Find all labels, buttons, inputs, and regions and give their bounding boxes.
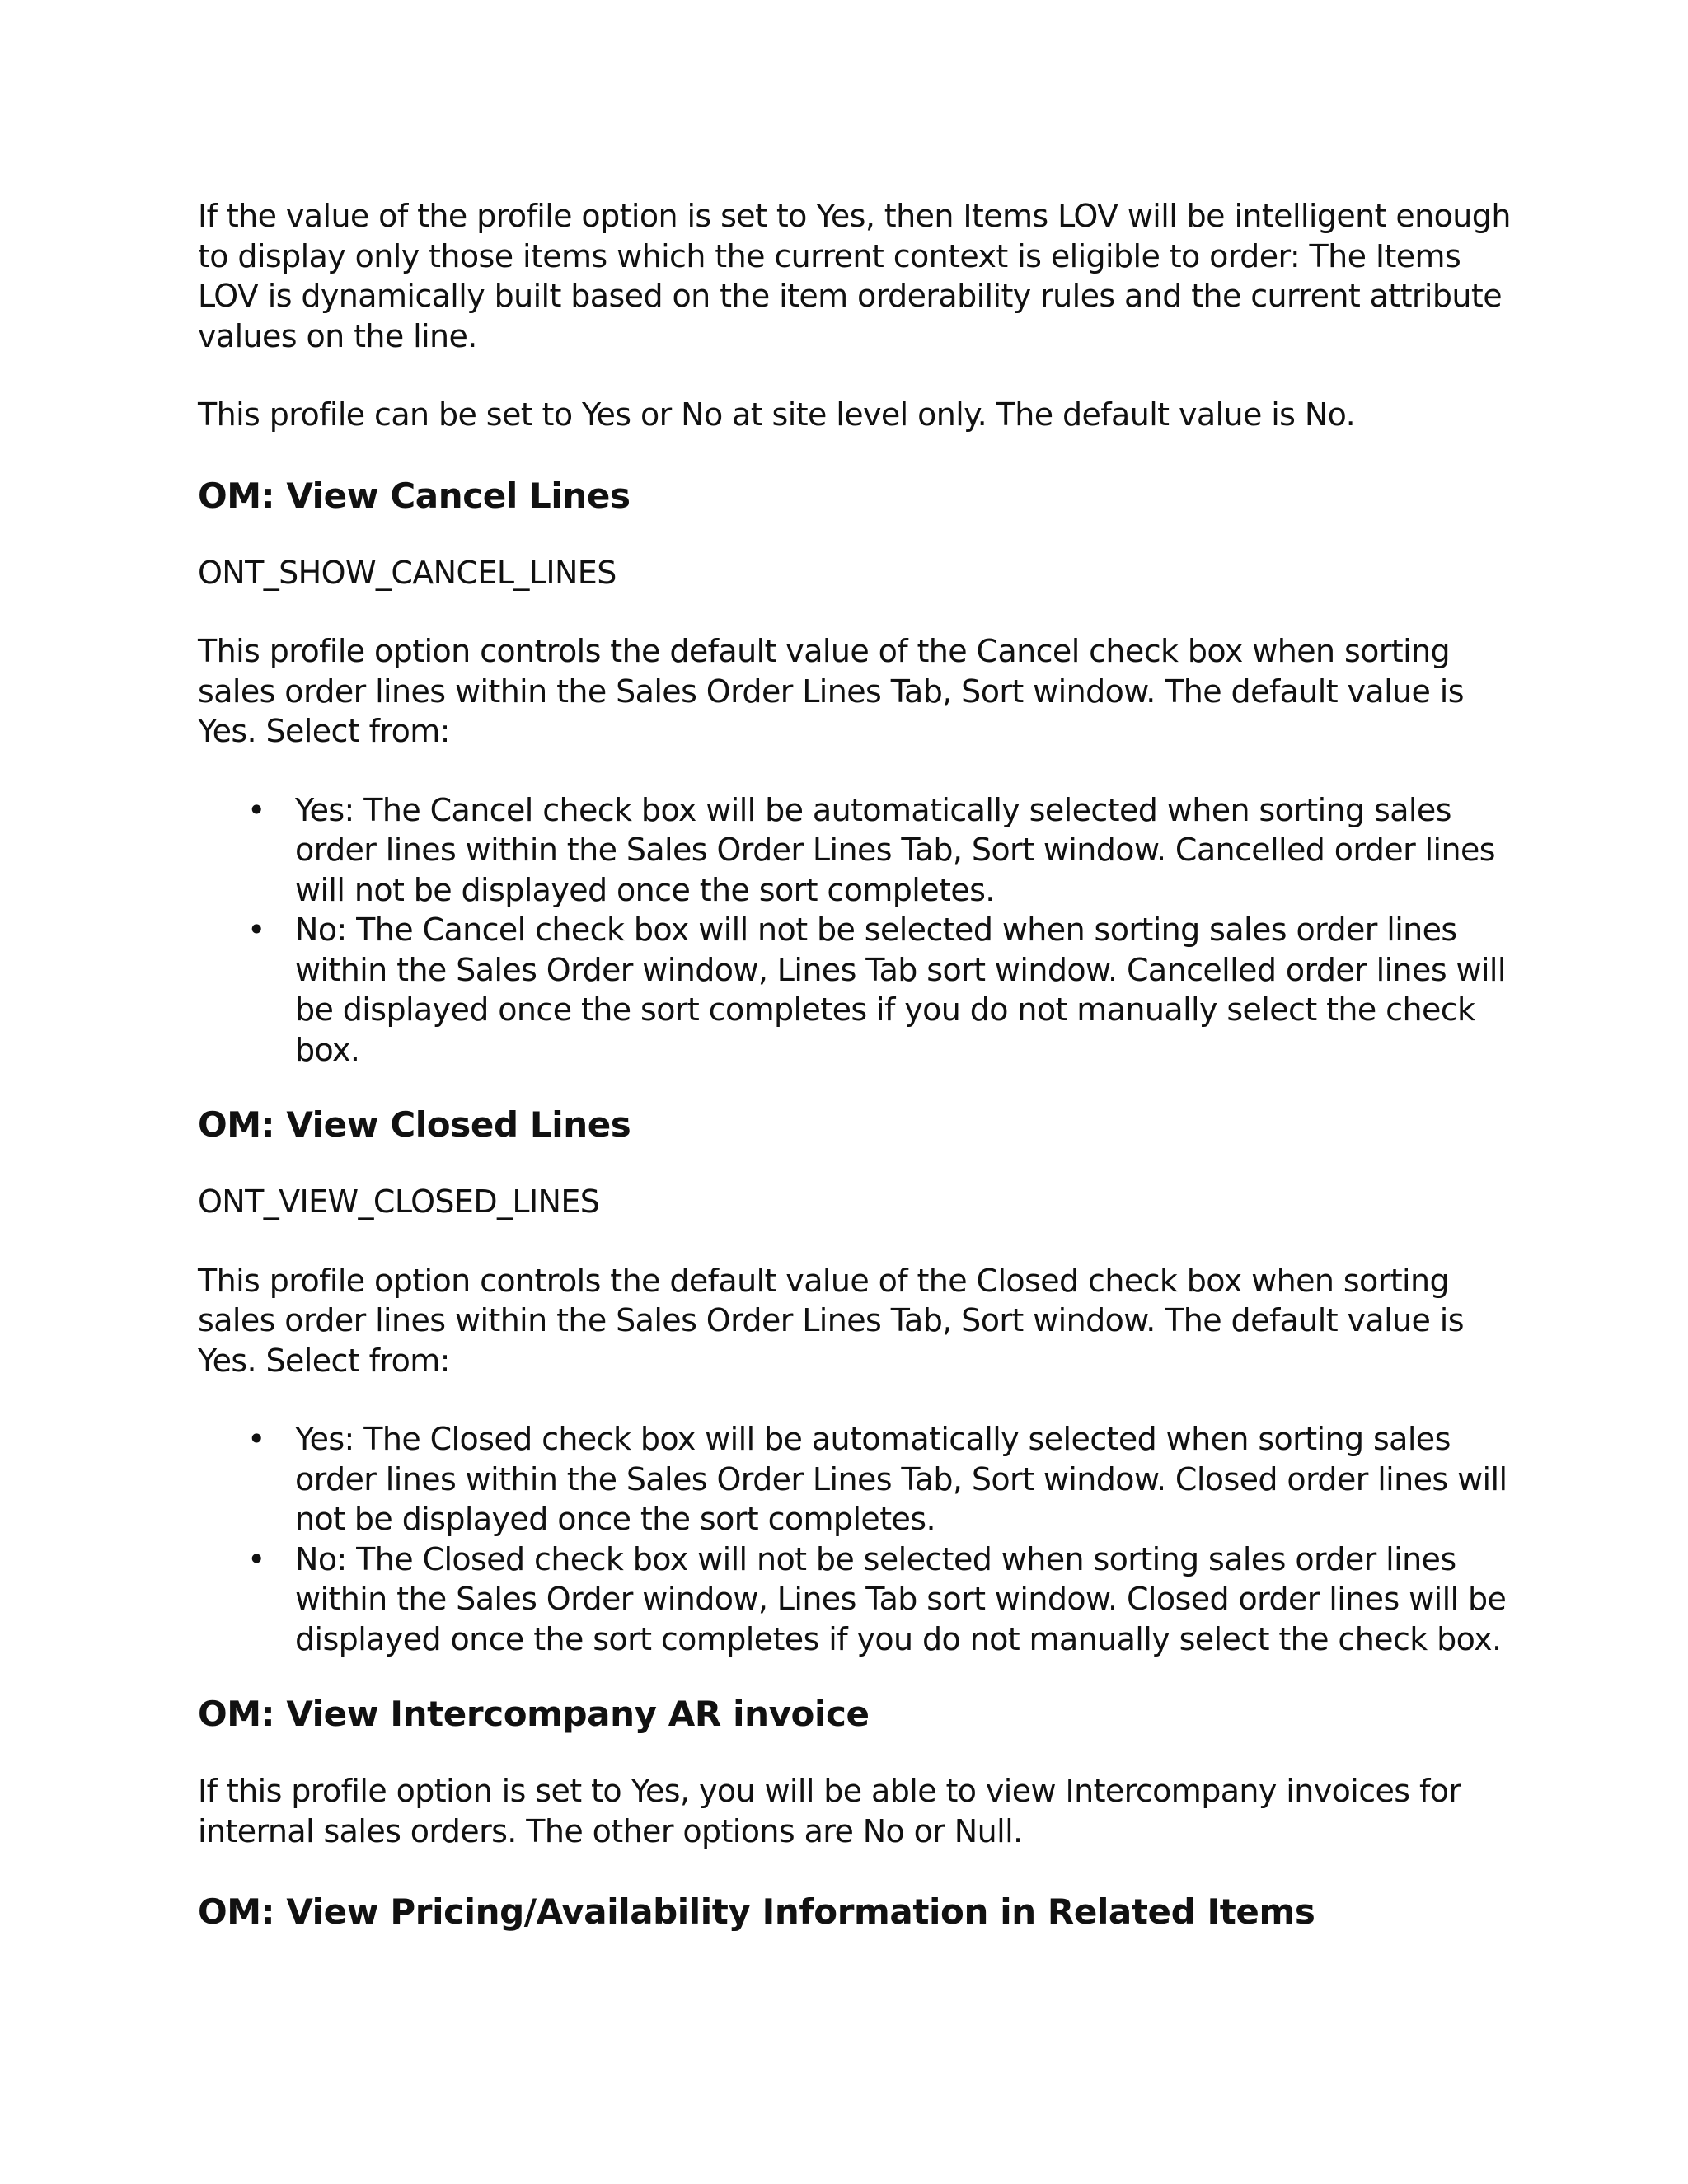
list-item-text: No: The Closed check box will not be selected when sorting sales order lines within the Sales Order window, Lines Tab sort window. Closed order lines will be displayed once the sort completes if you do not manually select the check box. <box>295 1540 1507 1657</box>
section-description-closed-lines: This profile option controls the default value of the Closed check box when sorting sales order lines within the Sales Order Lines Tab, Sort window. The default value is Yes. Select from: <box>198 1262 1464 1379</box>
section-heading-view-cancel-lines: OM: View Cancel Lines <box>198 475 631 516</box>
options-list-cancel-lines <box>198 790 1517 1071</box>
section-description-cancel-lines: This profile option controls the default value of the Cancel check box when sorting sales order lines within the Sales Order Lines Tab, Sort window. The default value is Yes. Select from: <box>198 633 1464 749</box>
profile-code-view-closed-lines: ONT_VIEW_CLOSED_LINES <box>198 1183 600 1220</box>
list-item-text: Yes: The Closed check box will be automatically selected when sorting sales order lines within the Sales Order Lines Tab, Sort window. Closed order lines will not be displayed once the sort completes. <box>295 1421 1507 1537</box>
bullet-icon: • <box>247 1421 265 1457</box>
list-item-text: Yes: The Cancel check box will be automatically selected when sorting sales order lines within the Sales Order Lines Tab, Sort window. Cancelled order lines will not be displayed once the sort completes. <box>295 791 1495 908</box>
section-heading-view-intercompany-ar-invoice: OM: View Intercompany AR invoice <box>198 1694 870 1734</box>
list-item <box>198 1540 1517 1660</box>
section-heading-view-pricing-availability: OM: View Pricing/Availability Information in Related Items <box>198 1891 1315 1932</box>
bullet-icon: • <box>247 912 265 948</box>
section-description-intercompany: If this profile option is set to Yes, you will be able to view Intercompany invoices for internal sales orders. The other options are No or Null. <box>198 1773 1461 1849</box>
list-item <box>198 910 1517 1070</box>
list-item-text: No: The Cancel check box will not be selected when sorting sales order lines within the Sales Order window, Lines Tab sort window. Cancelled order lines will be displayed once the sort completes if you do not manually select the check box. <box>295 912 1506 1068</box>
intro-paragraph-2: This profile can be set to Yes or No at site level only. The default value is No. <box>198 396 1356 433</box>
profile-code-show-cancel-lines: ONT_SHOW_CANCEL_LINES <box>198 554 617 591</box>
bullet-icon: • <box>247 791 265 828</box>
section-heading-view-closed-lines: OM: View Closed Lines <box>198 1104 631 1145</box>
document-page <box>198 196 1517 1969</box>
intro-paragraph-1: If the value of the profile option is set to Yes, then Items LOV will be intelligent enough to display only those items which the current context is eligible to order: The Items LOV is dynamically built based on the item orderability rules and the current attribute values on the line. <box>198 198 1511 354</box>
list-item <box>198 1419 1517 1540</box>
list-item <box>198 790 1517 911</box>
options-list-closed-lines <box>198 1419 1517 1659</box>
bullet-icon: • <box>247 1540 265 1577</box>
